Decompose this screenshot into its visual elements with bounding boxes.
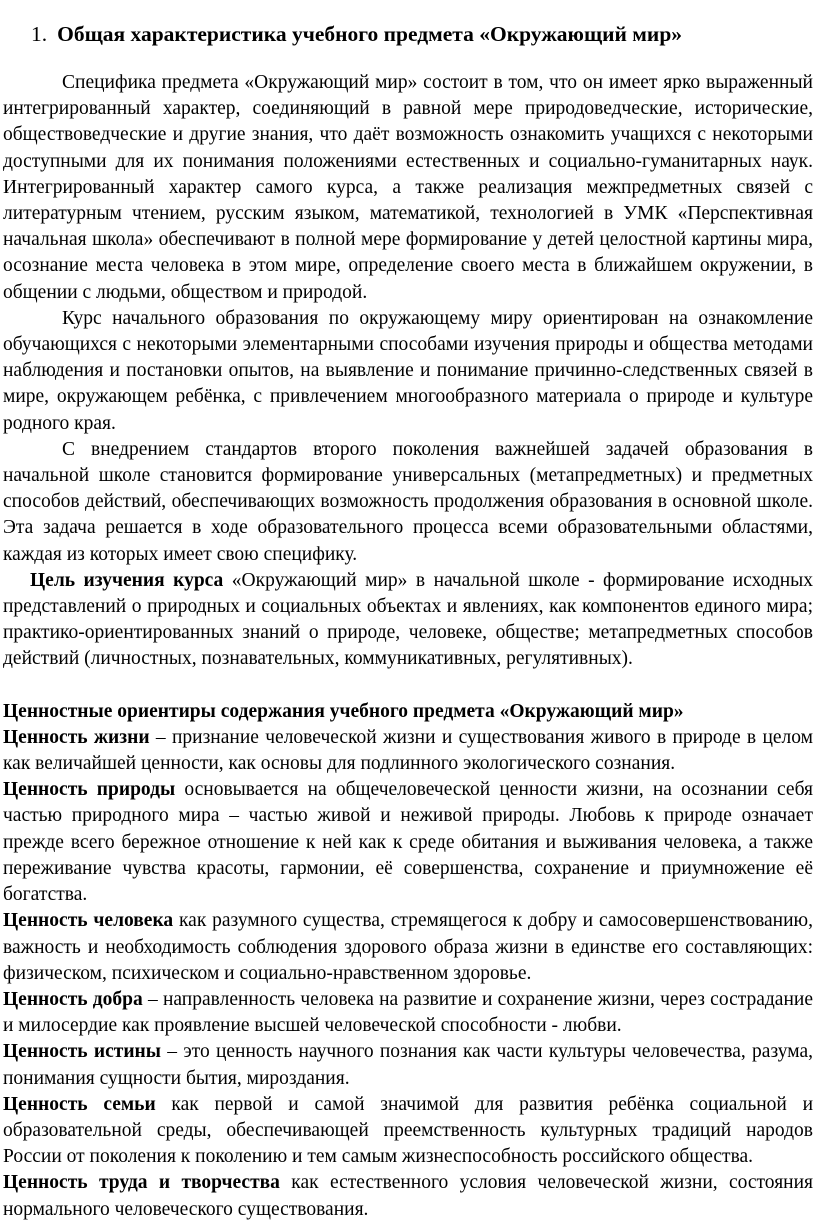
- value-text: как разумного существа, стремящегося к добру и самосовершенствованию, важность и необходимость соблюдения здорового образа жизни в единстве его составляющих: физическом, психическом и социально-нравственном здоровье.: [3, 910, 813, 984]
- value-life: [3, 725, 813, 777]
- value-label: Ценность жизни: [3, 726, 150, 748]
- value-label: Ценность человека: [3, 910, 174, 932]
- value-text: – направленность человека на развитие и сохранение жизни, через сострадание и милосердие как проявление высшей человеческой способности - любви.: [3, 988, 813, 1037]
- value-label: Ценность добра: [3, 988, 143, 1010]
- value-text: – признание человеческой жизни и существования живого в природе в целом как величайшей ценности, как основы для подлинного экологического сознания.: [3, 726, 813, 775]
- value-text: как первой и самой значимой для развития ребёнка социальной и образовательной среды, обеспечивающей преемственность культурных традиций народов России от поколения к поколению и тем самым жизнеспособность российского общества.: [3, 1093, 814, 1168]
- document-body: [3, 70, 813, 1223]
- paragraph-specifics: Специфика предмета «Окружающий мир» состоит в том, что он имеет ярко выраженный интегрированный характер, соединяющий в равной мере природоведческие, исторические, обществоведческие и другие знания, что даёт возможность ознакомить учащихся с некоторыми доступными для их понимания положениями естественных и социально-гуманитарных наук. Интегрированный характер самого курса, а также реализация межпредметных связей с литературным чтением, русским языком, математикой, технологией в УМК «Перспективная начальная школа» обеспечивают в полной мере формирование у детей целостной картины мира, осознание места человека в этом мире, определение своего места в ближайшем окружении, в общении с людьми, обществом и природой.: [3, 72, 813, 303]
- paragraph-course: Курс начального образования по окружающему миру ориентирован на ознакомление обучающихся с некоторыми элементарными способами изучения природы и общества методами наблюдения и постановки опытов, на выявление и понимание причинно-следственных связей в мире, окружающем ребёнка, с привлечением многообразного материала о природе и культуре родного края.: [3, 307, 813, 434]
- value-human: [3, 908, 813, 987]
- value-label: Ценность семьи: [3, 1093, 156, 1115]
- value-label: Ценность труда и творчества: [3, 1172, 280, 1194]
- paragraph-standards: С внедрением стандартов второго поколения важнейшей задачей образования в начальной школе становится формирование универсальных (метапредметных) и предметных способов действий, обеспечивающих возможность продолжения образования в основной школе. Эта задача решается в ходе образовательного процесса всеми образовательными областями, каждая из которых имеет свою специфику.: [3, 438, 813, 565]
- paragraph-goal: [3, 568, 813, 673]
- goal-text: «Окружающий мир» в начальной школе - формирование исходных представлений о природных и социальных объектах и явлениях, как компонентов единого мира; практико-ориентированных знаний о природе, человеке, обществе; метапредметных способов действий (личностных, познавательных, коммуникативных, регулятивных).: [3, 569, 814, 670]
- section-title: Общая характеристика учебного предмета «Окружающий мир»: [57, 22, 683, 46]
- value-label: Ценность природы: [3, 779, 176, 801]
- value-nature: [3, 777, 813, 908]
- value-text: – это ценность научного познания как части культуры человечества, разума, понимания сущности бытия, мироздания.: [3, 1041, 813, 1089]
- values-heading: Ценностные ориентиры содержания учебного предмета «Окружающий мир»: [3, 700, 684, 722]
- value-truth: [3, 1039, 813, 1091]
- value-text: как естественного условия человеческой жизни, состояния нормального человеческого существования.: [3, 1172, 813, 1220]
- value-text: основывается на общечеловеческой ценности жизни, на осознании себя частью природного мира – частью живой и неживой природы. Любовь к природе означает прежде всего бережное отношение к ней как к среде обитания и выживания человека, а также переживание чувства красоты, гармонии, её совершенства, сохранение и приумножение её богатства.: [3, 779, 813, 906]
- blank-line: [3, 673, 813, 699]
- value-family: [3, 1092, 813, 1171]
- section-heading: [31, 19, 682, 49]
- value-label: Ценность истины: [3, 1041, 162, 1063]
- value-labor: [3, 1170, 813, 1222]
- goal-label: Цель изучения курса: [30, 569, 224, 591]
- section-number: 1.: [31, 22, 48, 46]
- value-good: [3, 987, 813, 1039]
